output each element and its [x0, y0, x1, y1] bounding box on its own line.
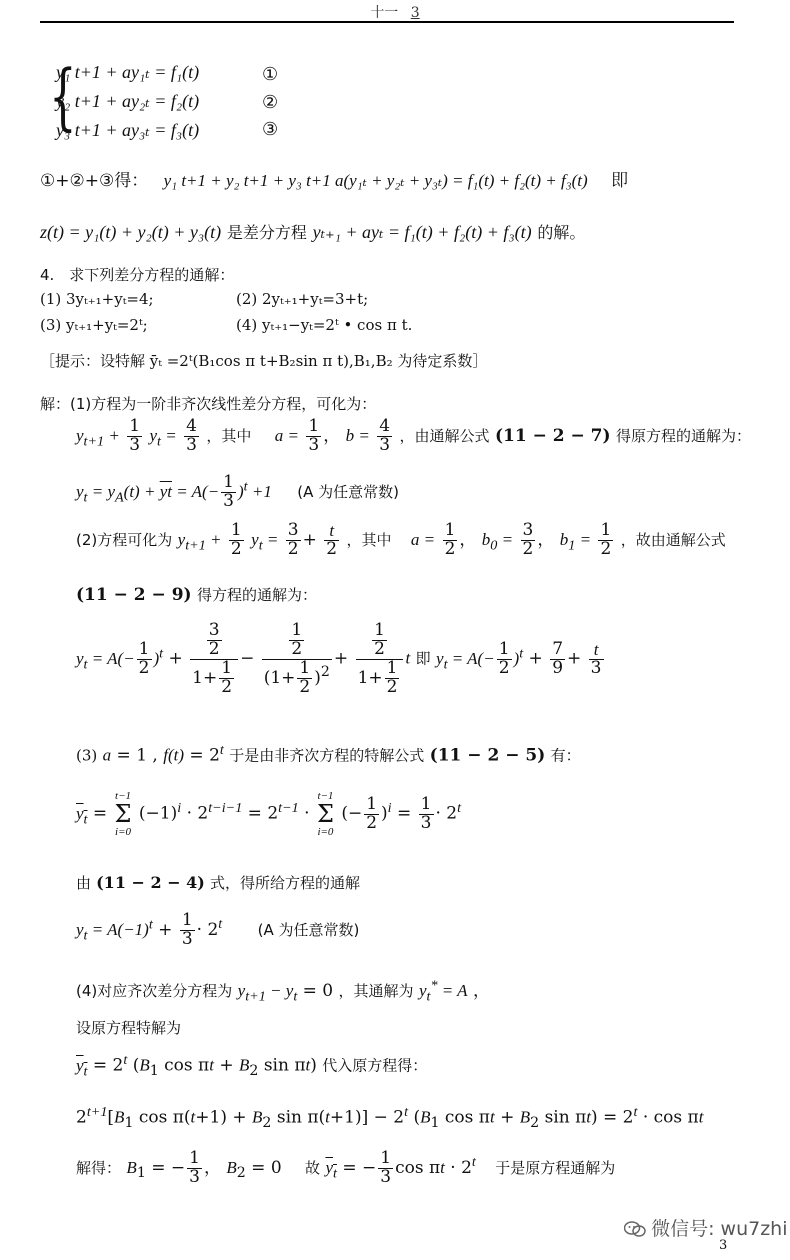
- solution-4-text-1: ，其通解为: [338, 982, 414, 1000]
- solution-3-text-3: 式，得所给方程的通解: [209, 874, 360, 892]
- wechat-watermark: [624, 1214, 788, 1241]
- solution-3-line: (3) a = 1 , $f(t) = 2^t$ 于是由非齐次方程的特解公式 (11 − 2 − 5) 有：: [76, 742, 581, 766]
- solution-1-equation-line: $y_{t+1}$ + $\frac{1}{3}$ $y_t$ = $\frac{4}{3}$ ，其中 a = $\frac{1}{3}$ ， b = $\frac{4}{3}$ ，由通解公式 (11 − 2 − 7) 得原方程的通解为：: [76, 416, 751, 455]
- solution-2-mid: 即: [415, 649, 431, 668]
- solution-3-note: (A 为任意常数): [257, 920, 360, 939]
- solution-3-text-1: 于是由非齐次方程的特解公式: [229, 746, 425, 765]
- header-page-mark: 3: [410, 5, 420, 21]
- problem4-hint: ［提示：设特解 ȳₜ =2ᵗ(B₁cos π t+B₂sin π t),B₁,B₂ 为待定系数］: [40, 352, 488, 370]
- solution-4-line: (4)对应齐次差分方程为 $y_{t+1} - y_t = 0$ ，其通解为 $y_t^* = A$ ，: [76, 977, 490, 1005]
- solution-4-sub: 代入原方程得：: [322, 1056, 428, 1075]
- z-mid: 是差分方程: [226, 223, 307, 242]
- z-suffix: 的解。: [537, 223, 586, 242]
- solution-4-particular: $y_t = 2^t$ ($B_1$ $\cos \pi t + B_2$ sin πt) 代入原方程得：: [76, 1052, 428, 1080]
- problem4-item-4: (4) yₜ₊₁−yₜ=2ᵗ • cos π t.: [236, 316, 413, 334]
- system-eq-2: y₂ t+1 + ay₂ₜ = f₂(t): [56, 91, 200, 111]
- solution-1-text-3: 得原方程的通解为：: [615, 426, 751, 445]
- sum-equation: y₁ t+1 + y₂ t+1 + y₃ t+1 a(y₁ₜ + y₂ₜ + y₃ₜ) = f₁(t) + f₂(t) + f₃(t): [163, 171, 588, 190]
- solution-2-text-3: 得方程的通解为：: [196, 586, 317, 604]
- solution-1-text-1: ，其中: [206, 426, 252, 445]
- solution-3-ref: (11 − 2 − 5): [429, 745, 546, 766]
- system-tag-1: ①: [262, 64, 279, 85]
- solution-4-final: 于是原方程通解为: [495, 1158, 616, 1177]
- solution-3-result: $y_t = A(-1)^t$ + $\frac{1}{3}$ · $2^t$ (A 为任意常数): [76, 910, 360, 949]
- solution-4-solve: 解得： $B_1$ = − $\frac{1}{3}$ ， $B_2 = 0$ 故 $y_t$ = − $\frac{1}{3}$ $\cos \pi t \cdot 2^t$ 于是原方程通解为: [76, 1148, 616, 1187]
- problem4-item-2: (2) 2yₜ₊₁+yₜ=3+t;: [236, 290, 369, 308]
- solution-2-result: $y_t = A(-$ $\frac{1}{2}$ )$^t$ + $\frac{3}{2}$ 1+ $\frac{1}{2}$ − $\frac{1}{2}$ (1+ $\frac{1}{2}$ )$^2$ + $\frac{1}{2}$ 1+ $\frac{1}{2}$ t 即 $y_t = A(-$ $\frac{1}{2}$ )$^t$ + $\frac{7}{9}$ + $\frac{t}{3}$: [76, 620, 602, 697]
- problem4-item-1: (1) 3yₜ₊₁+yₜ=4;: [40, 290, 154, 308]
- solution-1-text-2: ，由通解公式: [399, 426, 490, 445]
- z-line: [40, 220, 585, 243]
- wechat-label: 微信号: wu7zhi: [651, 1218, 788, 1240]
- sum-prefix: ①+②+③得：: [40, 171, 149, 191]
- system-tag-2: ②: [262, 92, 279, 113]
- solution-1-intro: 解：(1)方程为一阶非齐次线性差分方程，可化为：: [40, 395, 377, 413]
- solution-2-ref-line: [76, 584, 317, 605]
- solution-1-result-line: $y_t = y_A(t) + \overline{yt} = A(-$ $\frac{1}{3}$ )$^t$ +1 (A 为任意常数): [76, 472, 399, 511]
- solution-3-text-2: 有：: [550, 746, 581, 765]
- solution-3-from-line: [76, 872, 360, 893]
- solution-3-intro: (3): [76, 746, 98, 765]
- z-equation: yₜ₊₁ + ayₜ = f₁(t) + f₂(t) + f₃(t): [312, 222, 532, 242]
- system-eq-3: y₃ t+1 + ay₃ₜ = f₃(t): [56, 120, 200, 140]
- solution-4-substituted: $2^{t+1}[B_1$ $\cos \pi(t+1) + B_2$ $\sin \pi(t+1)] - 2^t$ ($B_1$ $\cos \pi t + B_2$ $\sin \pi t) = 2^t \cdot \cos \pi t$: [76, 1104, 704, 1132]
- system-eq-1: y₁ t+1 + ay₁ₜ = f₁(t): [56, 62, 200, 82]
- solution-3-from: 由: [76, 874, 92, 892]
- solution-4-solve-label: 解得：: [76, 1158, 122, 1177]
- solution-4-set: 设原方程特解为: [76, 1019, 182, 1037]
- solution-1-ref: (11 − 2 − 7): [494, 425, 611, 446]
- solution-1-note: (A 为任意常数): [297, 482, 399, 501]
- z-lhs: z(t) = y₁(t) + y₂(t) + y₃(t): [40, 222, 222, 242]
- solution-2-text-2: ，故由通解公式: [620, 530, 726, 549]
- solution-3-sum: $y_t = t-1$ Σ i=0 $(-1)^i \cdot 2^{t-i-1} = 2^{t-1} \cdot t-1$ Σ i=0 (− $\frac{1}{2}$ )$^i$ = $\frac{1}{3}$ · $2^t$: [76, 790, 462, 838]
- problem4-title: 4. 求下列差分方程的通解：: [40, 266, 235, 284]
- solution-2-intro: (2)方程可化为: [76, 530, 173, 549]
- header-rule: [40, 21, 734, 23]
- solution-4-so: 故: [305, 1158, 321, 1177]
- page-header: [0, 2, 790, 22]
- page-number: 3: [719, 1238, 728, 1253]
- solution-3-ref-2: (11 − 2 − 4): [96, 873, 205, 892]
- wechat-icon: [624, 1220, 651, 1239]
- problem4-item-3: (3) yₜ₊₁+yₜ=2ᵗ;: [40, 316, 148, 334]
- sum-line: [40, 166, 628, 191]
- brace-symbol: {: [49, 54, 77, 138]
- solution-4-intro: (4)对应齐次差分方程为: [76, 982, 233, 1000]
- solution-2-ref: (11 − 2 − 9): [76, 585, 192, 605]
- sum-suffix: 即: [611, 171, 629, 191]
- solution-2-line: (2)方程可化为 $y_{t+1}$ + $\frac{1}{2}$ $y_t$ = $\frac{3}{2}$ + $\frac{t}{2}$ ，其中 a = $\frac{1}{2}$ ， $b_0$ = $\frac{3}{2}$ ， $b_1$ = $\frac{1}{2}$ ，故由通解公式: [76, 520, 726, 559]
- system-tag-3: ③: [262, 119, 279, 140]
- header-text: 十一: [370, 5, 399, 21]
- solution-2-text-1: ，其中: [346, 530, 392, 549]
